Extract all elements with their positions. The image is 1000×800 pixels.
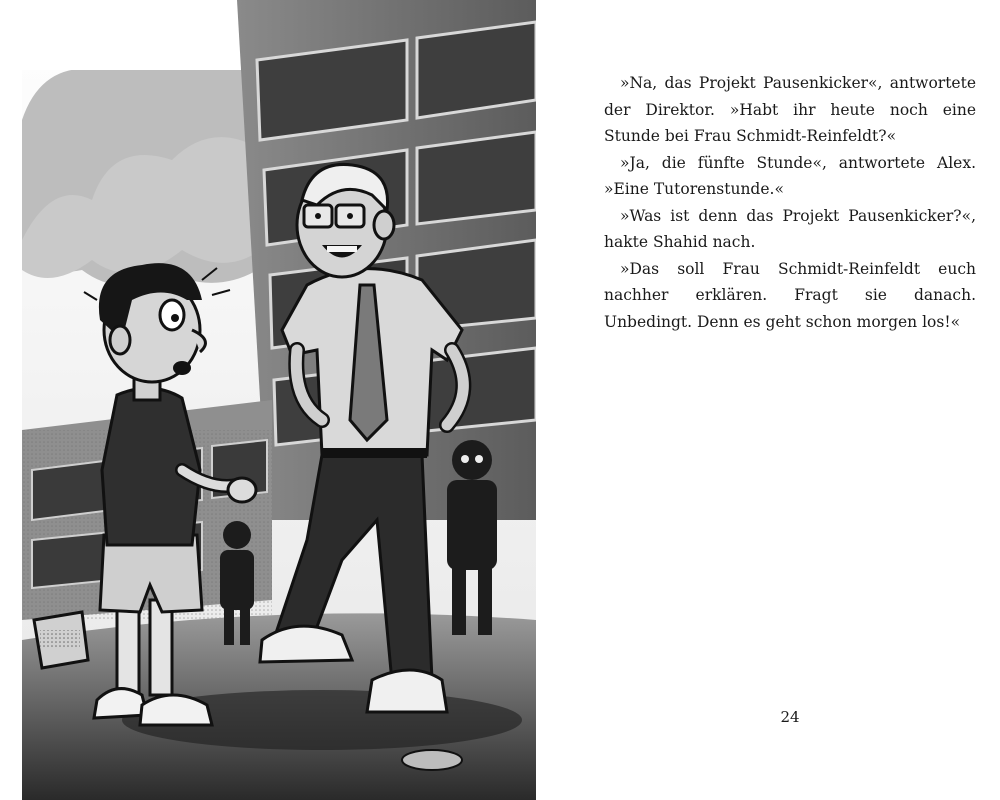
paragraph-4: »Das soll Frau Schmidt-Reinfeldt euch nachher erklären. Fragt sie danach. Unbedingt. Denn es geht schon morgen los!« (604, 259, 976, 331)
illustration-artwork (22, 0, 536, 800)
paragraph-2: »Ja, die fünfte Stunde«, antwortete Alex. »Eine Tutorenstunde.« (604, 153, 976, 198)
ground-litter (402, 750, 462, 770)
page-number: 24 (780, 708, 800, 726)
paragraph-3: »Was ist denn das Projekt Pausenkicker?«, hakte Shahid nach. (604, 206, 976, 251)
trash-bin (34, 612, 88, 668)
text-column (604, 70, 976, 335)
illustration (22, 0, 536, 800)
paragraph-1: »Na, das Projekt Pausenkicker«, antwortete der Direktor. »Habt ihr heute noch eine Stunde bei Frau Schmidt-Reinfeldt?« (604, 74, 976, 145)
